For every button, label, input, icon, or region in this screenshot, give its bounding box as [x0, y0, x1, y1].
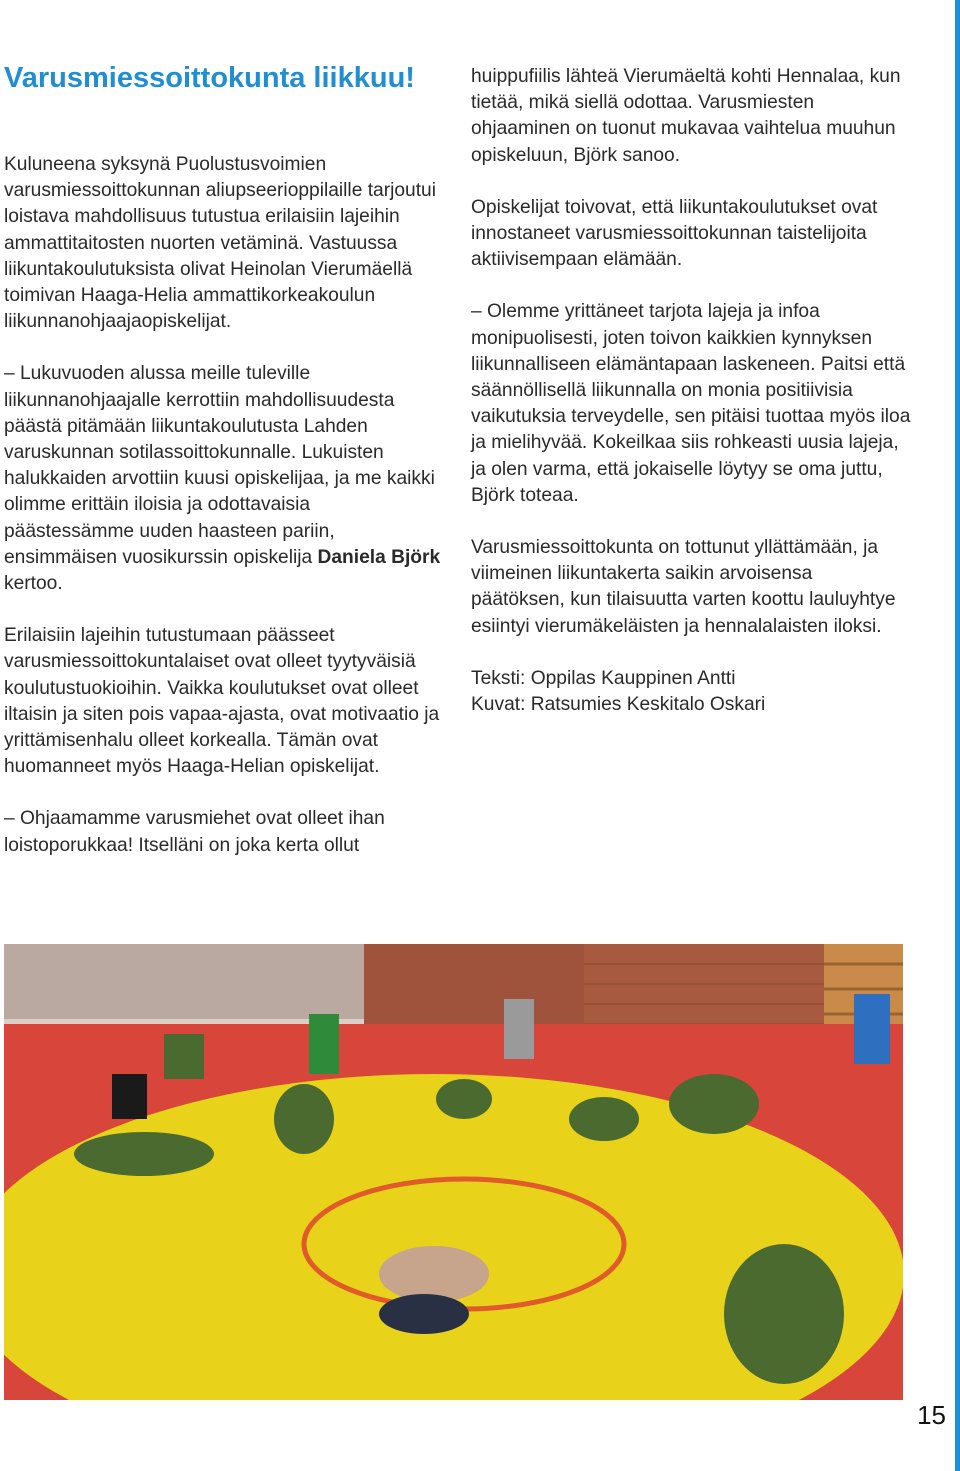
paragraph-quote-3: – Olemme yrittäneet tarjota lajeja ja infoa monipuolisesti, joten toivon kaikkien kynnyksen liikunnalliseen elämäntapaan laskeneen. Paitsi että säännöllisellä liikunnalla on monia positiivisia vaikutuksia terveydelle, sen pitäisi tuottaa myös iloa ja mielihyvää. Kokeilkaa siis rohkeasti uusia lajeja, ja olen varma, että jokaiselle löytyy se oma juttu, Björk toteaa.: [471, 301, 911, 506]
paragraph-quote: [4, 361, 444, 597]
paragraph-intro: Kuluneena syksynä Puolustusvoimien varusmiessoittokunnan aliupseerioppilaille tarjoutui loistava mahdollisuus tutustua erilaisiin lajeihin ammattitaitosten nuorten vetäminä. Vastuussa liikuntakoulutuksista olivat Heinolan Vierumäellä toimivan Haaga-Helia ammattikorkeakoulun liikunnanohjaajaopiskelijat.: [4, 154, 436, 333]
paragraph-feedback: Erilaisiin lajeihin tutustumaan päässeet varusmiessoittokuntalaiset ovat olleet tyytyväisiä koulutustuokioihin. Vaikka koulutukset ovat olleet iltaisin ja siten pois vapaa-ajasta, ovat motivaatio ja yrittämisenhalu olleet korkealla. Tämän ovat huomanneet myös Haaga-Helian opiskelijat.: [4, 625, 440, 778]
left-column: [4, 152, 444, 885]
paragraph-ending: Varusmiessoittokunta on tottunut yllättämään, ja viimeinen liikuntakerta saikin arvoisensa päätöksen, kun tilaisuutta varten koottu lauluyhtye esiintyi vierumäkeläisten ja hennalalaisten iloksi.: [471, 537, 896, 637]
page-edge-bar: [955, 0, 960, 1471]
article-title: Varusmiessoittokunta liikkuu!: [4, 62, 415, 94]
quote-text: – Lukuvuoden alussa meille tuleville liikunnanohjaajalle kerrottiin mahdollisuudesta päästä pitämään liikuntakoulutusta Lahden varuskunnan sotilassoittokunnalle. Lukuisten halukkaiden arvottiin kuusi opiskelijaa, ja me kaikki olimme erittäin iloisia ja odottavaisia päästessämme uuden haasteen pariin, ensimmäisen vuosikurssin opiskelija: [4, 363, 435, 568]
paragraph-continuation: huippufiilis lähteä Vierumäeltä kohti Hennalaa, kun tietää, mikä siellä odottaa. Varusmiesten ohjaaminen on tuonut mukavaa vaihtelua muuhun opiskeluun, Björk sanoo.: [471, 66, 901, 166]
paragraph-quote-2: – Ohjaamamme varusmiehet ovat olleet ihan loistoporukkaa! Itselläni on joka kerta ollut: [4, 808, 385, 856]
quote-tail: kertoo.: [4, 573, 63, 595]
article-photo: [4, 944, 903, 1400]
person-name: Daniela Björk: [317, 546, 441, 568]
credit-text: Teksti: Oppilas Kauppinen Antti: [471, 667, 736, 689]
credit-photo: Kuvat: Ratsumies Keskitalo Oskari: [471, 694, 766, 716]
right-column: [471, 64, 911, 718]
paragraph-hope: Opiskelijat toivovat, että liikuntakoulutukset ovat innostaneet varusmiessoittokunnan taistelijoita aktiivisempaan elämään.: [471, 196, 878, 271]
credits: [471, 666, 911, 718]
gym-photo-illustration: [4, 944, 903, 1400]
page-number: 15: [917, 1400, 946, 1430]
